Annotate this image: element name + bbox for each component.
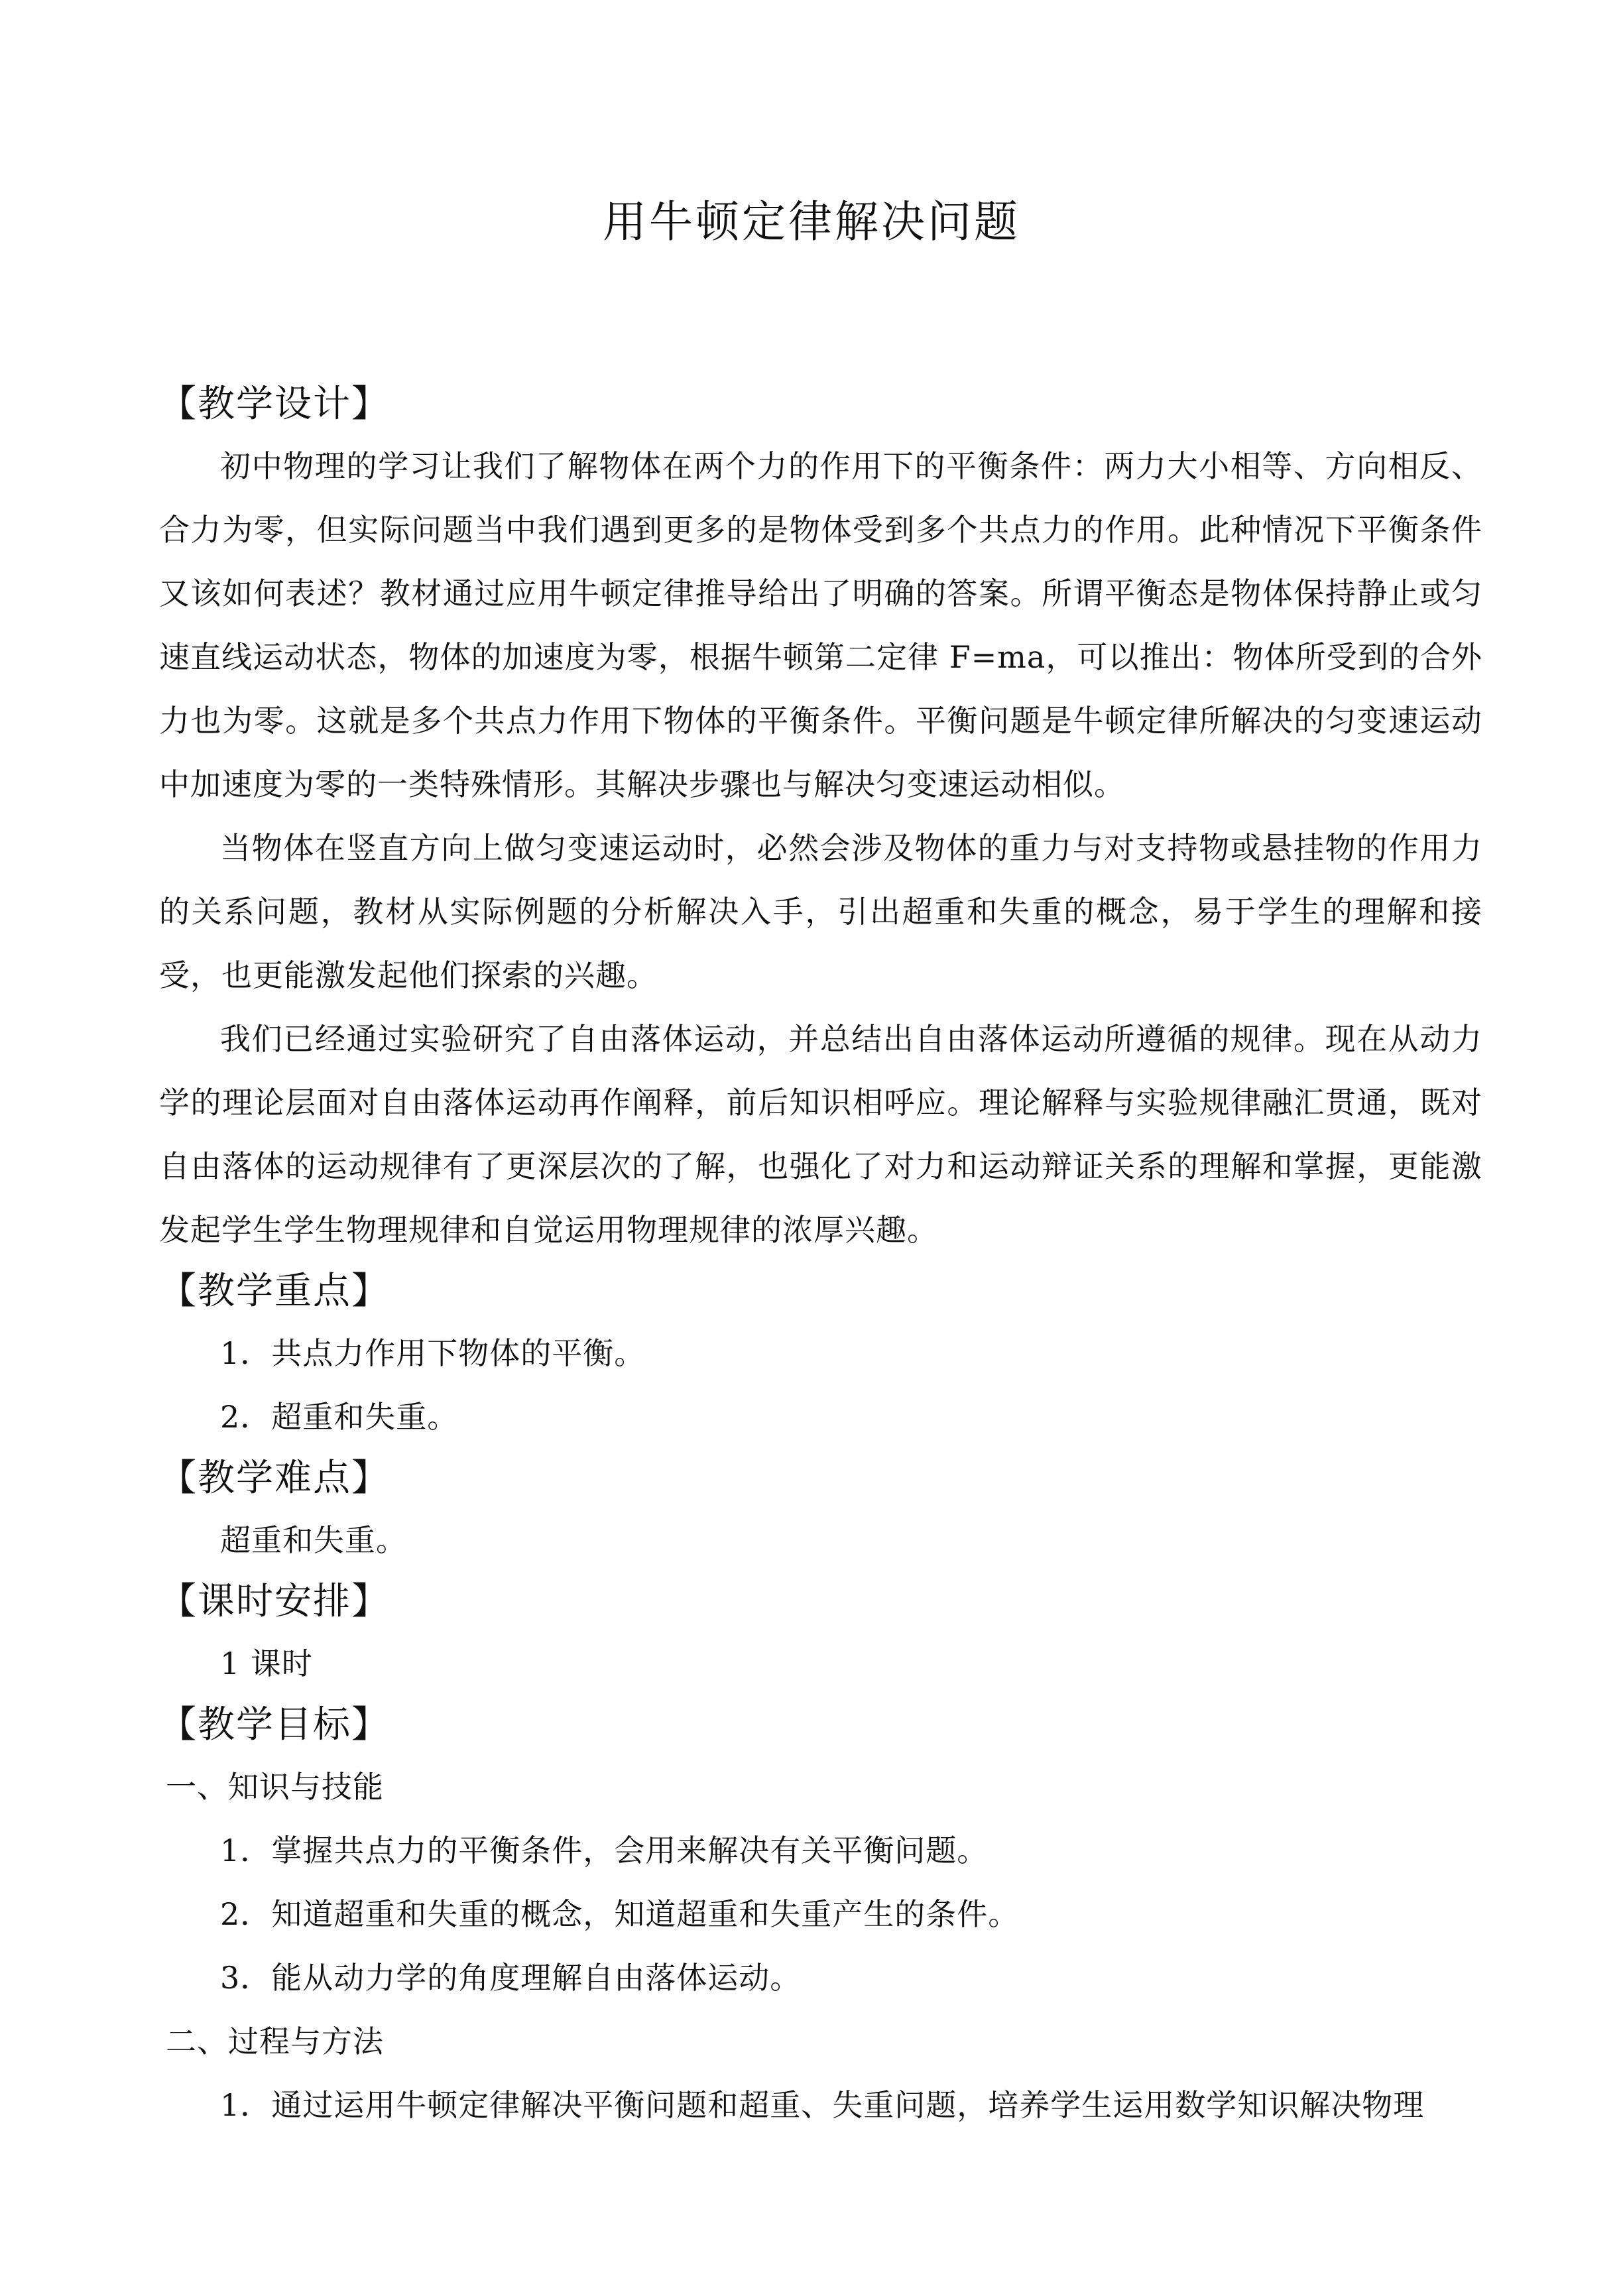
section-heading-schedule: 【课时安排】 xyxy=(159,1580,390,1623)
section-heading-design: 【教学设计】 xyxy=(159,383,390,426)
document-body xyxy=(159,375,1482,2137)
knowledge-item-1: 1．掌握共点力的平衡条件，会用来解决有关平衡问题。 xyxy=(220,1833,989,1868)
key-point-item-1: 1．共点力作用下物体的平衡。 xyxy=(220,1335,646,1371)
design-paragraph-1: 初中物理的学习让我们了解物体在两个力的作用下的平衡条件：两力大小相等、方向相反、合力为零，但实际问题当中我们遇到更多的是物体受到多个共点力的作用。此种情况下平衡条件又该如何表述？教材通过应用牛顿定律推导给出了明确的答案。所谓平衡态是物体保持静止或匀速直线运动状态，物体的加速度为零，根据牛顿第二定律 F=ma，可以推出：物体所受到的合外力也为零。这就是多个共点力作用下物体的平衡条件。平衡问题是牛顿定律所解决的匀变速运动中加速度为零的一类特殊情形。其解决步骤也与解决匀变速运动相似。 xyxy=(159,448,1482,802)
knowledge-item-2: 2．知道超重和失重的概念，知道超重和失重产生的条件。 xyxy=(220,1896,1020,1932)
objectives-subheading-knowledge: 一、知识与技能 xyxy=(166,1769,384,1805)
design-paragraph-2: 当物体在竖直方向上做匀变速运动时，必然会涉及物体的重力与对支持物或悬挂物的作用力的关系问题，教材从实际例题的分析解决入手，引出超重和失重的概念，易于学生的理解和接受，也更能激发起他们探索的兴趣。 xyxy=(159,830,1482,993)
document-title: 用牛顿定律解决问题 xyxy=(603,196,1020,247)
process-item-1: 1．通过运用牛顿定律解决平衡问题和超重、失重问题，培养学生运用数学知识解决物理 xyxy=(220,2087,1425,2123)
section-heading-objectives: 【教学目标】 xyxy=(159,1703,390,1746)
difficulty-text: 超重和失重。 xyxy=(220,1522,407,1558)
section-heading-key-points: 【教学重点】 xyxy=(159,1270,390,1313)
key-point-item-2: 2．超重和失重。 xyxy=(220,1399,459,1435)
objectives-subheading-process: 二、过程与方法 xyxy=(166,2024,384,2059)
schedule-text: 1 课时 xyxy=(220,1646,313,1681)
section-heading-difficulties: 【教学难点】 xyxy=(159,1457,390,1500)
design-paragraph-3: 我们已经通过实验研究了自由落体运动，并总结出自由落体运动所遵循的规律。现在从动力学的理论层面对自由落体运动再作阐释，前后知识相呼应。理论解释与实验规律融汇贯通，既对自由落体的运动规律有了更深层次的了解，也强化了对力和运动辩证关系的理解和掌握，更能激发起学生学生物理规律和自觉运用物理规律的浓厚兴趣。 xyxy=(159,1021,1482,1248)
knowledge-item-3: 3．能从动力学的角度理解自由落体运动。 xyxy=(220,1960,802,1996)
